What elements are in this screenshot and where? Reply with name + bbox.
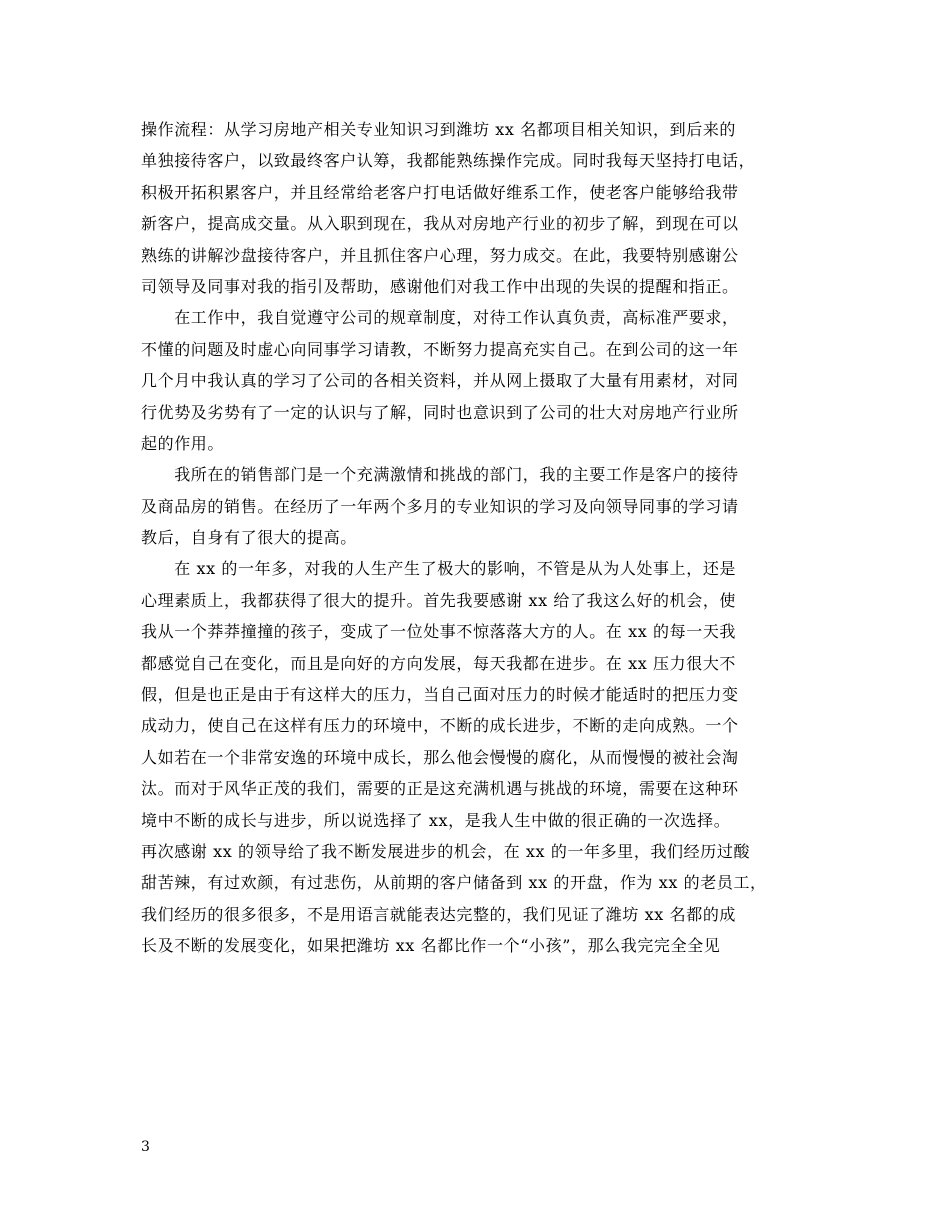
body-text [141, 114, 813, 962]
text-line: 几个月中我认真的学习了公司的各相关资料，并从网上摄取了大量有用素材，对同 [141, 371, 739, 391]
text-line: 成动力，使自己在这样有压力的环境中，不断的成长进步，不断的走向成熟。一个 [141, 716, 739, 736]
text-line: 行优势及劣势有了一定的认识与了解，同时也意识到了公司的壮大对房地产行业所 [141, 402, 739, 422]
page-number: 3 [141, 1139, 150, 1155]
text-line: 起的作用。 [141, 433, 225, 453]
text-line: 不懂的问题及时虚心向同事学习请教，不断努力提高充实自己。在到公司的这一年 [141, 339, 739, 359]
text-line: 及商品房的销售。在经历了一年两个多月的专业知识的学习及向领导同事的学习请 [141, 496, 739, 516]
text-line: 熟练的讲解沙盘接待客户，并且抓住客户心理，努力成交。在此，我要特别感谢公 [141, 245, 739, 265]
text-line: 再次感谢 xx 的领导给了我不断发展进步的机会，在 xx 的一年多里，我们经历过酸 [141, 841, 751, 861]
text-line: 我们经历的很多很多，不是用语言就能表达完整的，我们见证了潍坊 xx 名都的成 [141, 904, 737, 924]
text-line: 境中不断的成长与进步，所以说选择了 xx，是我人生中做的很正确的一次选择。 [141, 810, 731, 830]
text-line: 假，但是也正是由于有这样大的压力，当自己面对压力的时候才能适时的把压力变 [141, 685, 739, 705]
text-line: 长及不断的发展变化，如果把潍坊 xx 名都比作一个“小孩”，那么我完完全全见 [141, 936, 721, 956]
text-line: 在工作中，我自觉遵守公司的规章制度，对待工作认真负责，高标准严要求， [141, 308, 739, 328]
text-line: 教后，自身有了很大的提高。 [141, 528, 357, 548]
text-line: 单独接待客户，以致最终客户认筹，我都能熟练操作完成。同时我每天坚持打电话， [141, 151, 756, 171]
text-line: 司领导及同事对我的指引及帮助，感谢他们对我工作中出现的失误的提醒和指正。 [141, 276, 739, 296]
text-line: 在 xx 的一年多，对我的人生产生了极大的影响，不管是从为人处事上，还是 [141, 559, 737, 579]
text-line: 积极开拓积累客户，并且经常给老客户打电话做好维系工作，使老客户能够给我带 [141, 182, 739, 202]
text-line: 甜苦辣，有过欢颜，有过悲伤，从前期的客户储备到 xx 的开盘，作为 xx 的老员工， [141, 873, 767, 893]
text-line: 都感觉自己在变化，而且是向好的方向发展，每天我都在进步。在 xx 压力很大不 [141, 653, 737, 673]
text-line: 人如若在一个非常安逸的环境中成长，那么他会慢慢的腐化，从而慢慢的被社会淘 [141, 747, 739, 767]
text-line: 我从一个莽莽撞撞的孩子，变成了一位处事不惊落落大方的人。在 xx 的每一天我 [141, 622, 737, 642]
text-line: 新客户，提高成交量。从入职到现在，我从对房地产行业的初步了解，到现在可以 [141, 214, 739, 234]
text-line: 我所在的销售部门是一个充满激情和挑战的部门，我的主要工作是客户的接待 [141, 465, 739, 485]
text-line: 心理素质上，我都获得了很大的提升。首先我要感谢 xx 给了我这么好的机会，使 [141, 590, 737, 610]
text-line: 操作流程：从学习房地产相关专业知识习到潍坊 xx 名都项目相关知识，到后来的 [141, 120, 737, 139]
text-line: 汰。而对于风华正茂的我们，需要的正是这充满机遇与挑战的环境，需要在这种环 [141, 779, 739, 799]
